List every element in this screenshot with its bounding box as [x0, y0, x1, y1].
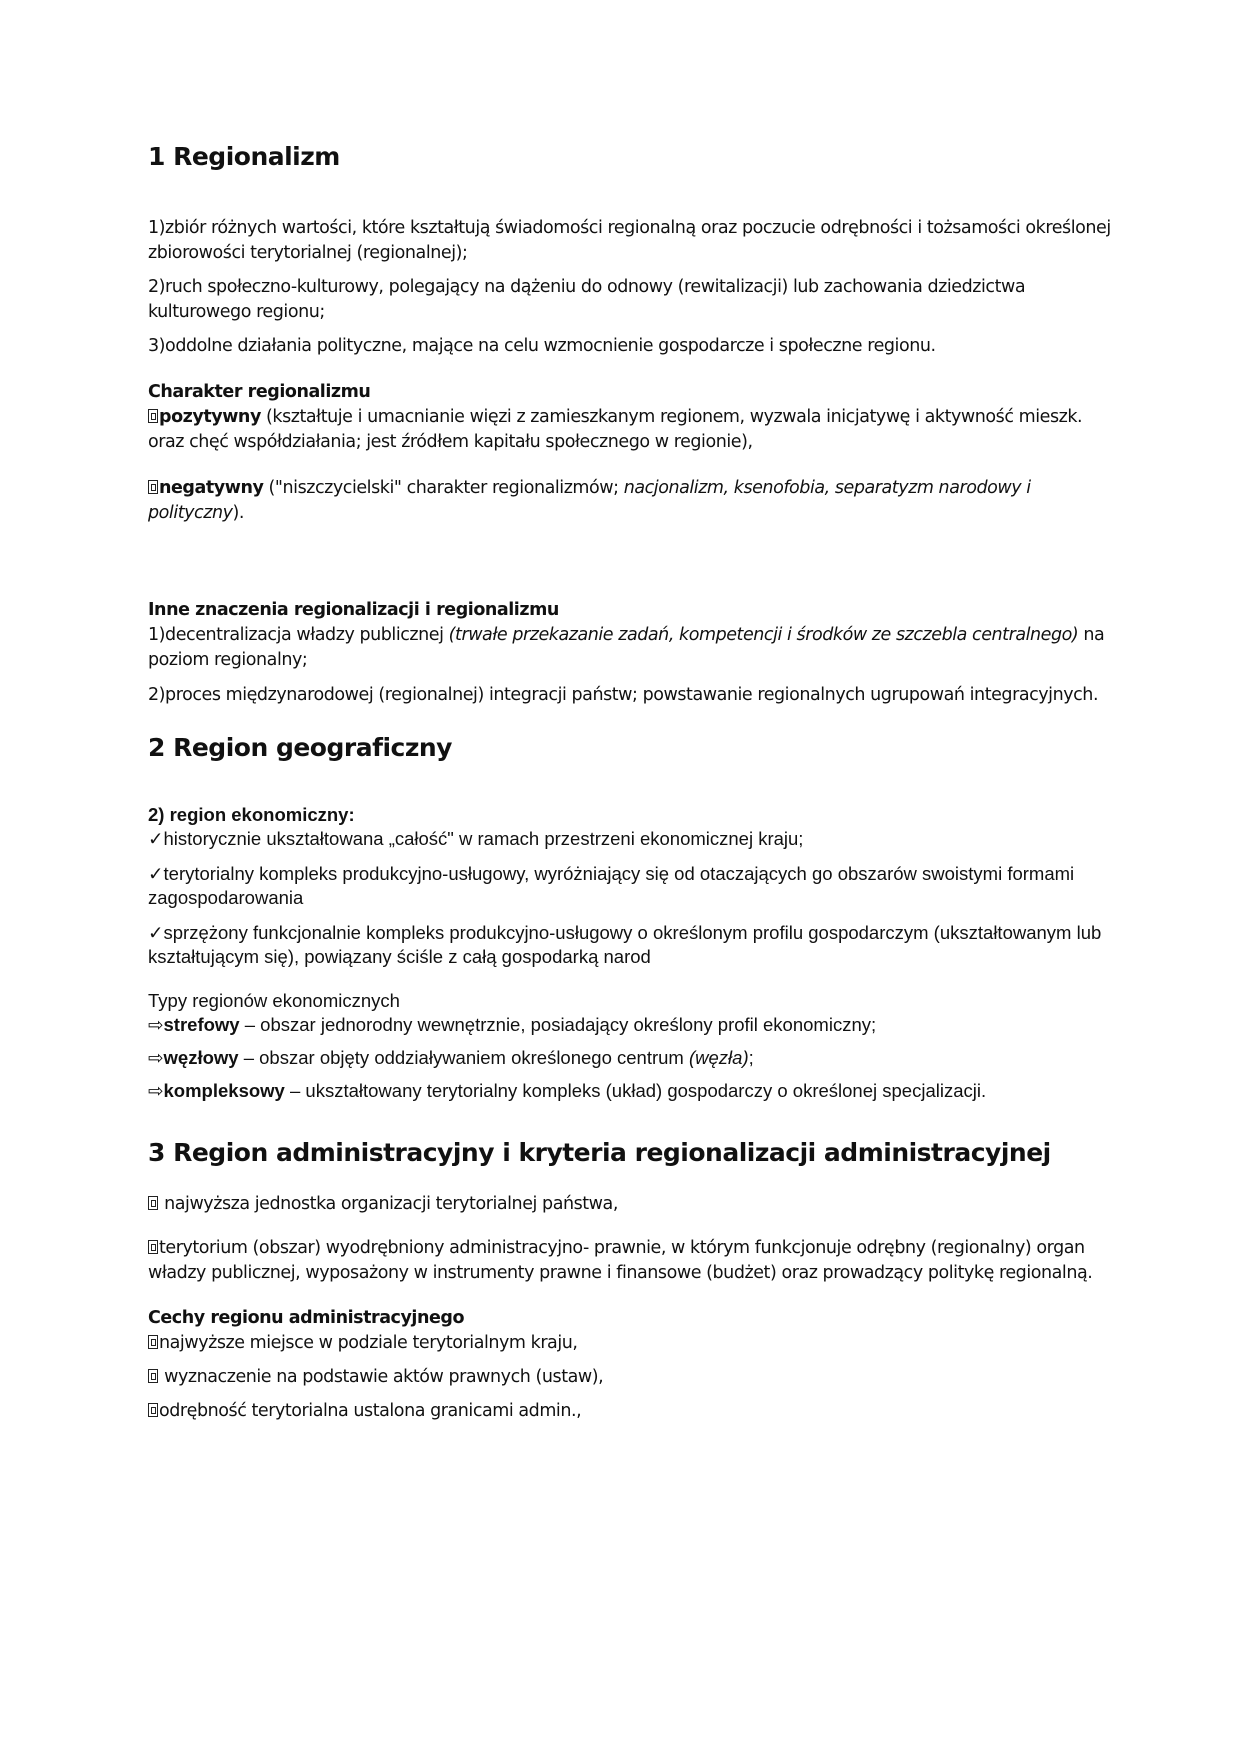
- arrow-right-icon: ⇨: [148, 1014, 164, 1035]
- typ-3-term: kompleksowy: [163, 1080, 285, 1101]
- section-2-title: 2 Region geograficzny: [148, 733, 452, 762]
- charakter-block: [148, 380, 1118, 526]
- definition-1: 1)zbiór różnych wartości, które kształtują świadomości regionalną oraz poczucie odrębności i tożsamości określonej zbiorowości terytorialnej (regionalnej);: [148, 218, 1111, 263]
- inne-item-1: [148, 623, 1118, 673]
- typ-1: [148, 1013, 1118, 1037]
- cecha-1-text: najwyższe miejsce w podziale terytorialnym kraju,: [159, 1333, 578, 1353]
- bullet-box-icon: [148, 409, 158, 423]
- typ-2-end: ;: [748, 1047, 754, 1068]
- inne-item-1-end: na poziom regionalny;: [148, 625, 1105, 670]
- positive-term: pozytywny: [159, 407, 261, 427]
- charakter-heading: Charakter regionalizmu: [148, 382, 371, 402]
- typy-block: [148, 989, 1118, 1103]
- negative-text: ("niszczycielski" charakter regionalizmów;: [263, 478, 624, 498]
- section-3-title: 3 Region administracyjny i kryteria regionalizacji administracyjnej: [148, 1138, 1051, 1167]
- bullet-box-icon: [148, 1369, 158, 1383]
- charakter-positive: [148, 405, 1118, 455]
- inne-item-1-text: 1)decentralizacja władzy publicznej: [148, 625, 449, 645]
- typ-2-italic: (węzła): [688, 1047, 749, 1068]
- region-ekonomiczny-block: [148, 803, 1118, 969]
- charakter-negative: [148, 476, 1118, 526]
- cecha-3-text: odrębność terytorialna ustalona granicami admin.,: [159, 1401, 582, 1421]
- section-1-title: 1 Regionalizm: [148, 142, 340, 171]
- admin-item-2: [148, 1236, 1118, 1286]
- region-admin-block: [148, 1192, 1118, 1286]
- ekonomiczny-heading: 2) region ekonomiczny:: [148, 804, 355, 825]
- inne-item-1-italic: (trwałe przekazanie zadań, kompetencji i środków ze szczebla centralnego): [448, 625, 1079, 645]
- cecha-2: [148, 1365, 1118, 1390]
- bullet-box-icon: [148, 1240, 158, 1254]
- typ-1-term: strefowy: [163, 1014, 240, 1035]
- eko-item-2: [148, 862, 1118, 910]
- negative-italic: nacjonalizm, ksenofobia, separatyzm narodowy i polityczny: [148, 478, 1031, 523]
- admin-item-1: [148, 1192, 1118, 1217]
- bullet-box-icon: [148, 480, 158, 494]
- typ-2-text: – obszar objęty oddziaływaniem określonego centrum: [238, 1047, 689, 1068]
- typ-1-text: – obszar jednorodny wewnętrznie, posiadający określony profil ekonomiczny;: [239, 1014, 877, 1035]
- cecha-2-text: wyznaczenie na podstawie aktów prawnych (ustaw),: [159, 1367, 604, 1387]
- document-page: [148, 140, 1118, 1424]
- checkmark-icon: ✓: [148, 863, 164, 884]
- regionalizm-definitions: [148, 216, 1118, 359]
- inne-item-2: 2)proces międzynarodowej (regionalnej) integracji państw; powstawanie regionalnych ugrupowań integracyjnych.: [148, 685, 1099, 705]
- bullet-box-icon: [148, 1335, 158, 1349]
- eko-item-1-text: historycznie ukształtowana „całość" w ramach przestrzeni ekonomicznej kraju;: [163, 828, 804, 849]
- inne-block: [148, 598, 1118, 708]
- typ-2-term: węzłowy: [163, 1047, 239, 1068]
- admin-item-2-text: terytorium (obszar) wyodrębniony administracyjno- prawnie, w którym funkcjonuje odrębny (regionalny) organ władzy publicznej, wyposażony w instrumenty prawne i finansowe (budżet) oraz prowadzący politykę regionalną.: [148, 1238, 1093, 1283]
- cecha-1: [148, 1331, 1118, 1356]
- positive-text: (kształtuje i umacnianie więzi z zamieszkanym regionem, wyzwala inicjatywę i aktywność mieszk. oraz chęć współdziałania; jest źródłem kapitału społecznego w regionie),: [148, 407, 1083, 452]
- bullet-box-icon: [148, 1196, 158, 1210]
- typ-3: [148, 1079, 1118, 1103]
- definition-2: 2)ruch społeczno-kulturowy, polegający na dążeniu do odnowy (rewitalizacji) lub zachowania dziedzictwa kulturowego regionu;: [148, 277, 1026, 322]
- bullet-box-icon: [148, 1403, 158, 1417]
- arrow-right-icon: ⇨: [148, 1047, 164, 1068]
- negative-end: ).: [232, 503, 245, 523]
- eko-item-3-text: sprzężony funkcjonalnie kompleks produkcyjno-usługowy o określonym profilu gospodarczym (ukształtowanym lub kształtującym się), powiązany ściśle z całą gospodarką narod: [148, 922, 1102, 967]
- negative-term: negatywny: [159, 478, 264, 498]
- eko-item-3: [148, 921, 1118, 969]
- typy-heading: Typy regionów ekonomicznych: [148, 990, 400, 1011]
- typ-2: [148, 1046, 1118, 1070]
- eko-item-1: [148, 827, 1118, 851]
- cechy-block: [148, 1306, 1118, 1424]
- cechy-heading: Cechy regionu administracyjnego: [148, 1308, 465, 1328]
- admin-item-1-text: najwyższa jednostka organizacji terytorialnej państwa,: [159, 1194, 618, 1214]
- eko-item-2-text: terytorialny kompleks produkcyjno-usługowy, wyróżniający się od otaczających go obszarów swoistymi formami zagospodarowania: [148, 863, 1075, 908]
- cecha-3: [148, 1399, 1118, 1424]
- definition-3: 3)oddolne działania polityczne, mające na celu wzmocnienie gospodarcze i społeczne regionu.: [148, 336, 936, 356]
- checkmark-icon: ✓: [148, 828, 164, 849]
- typ-3-text: – ukształtowany terytorialny kompleks (układ) gospodarczy o określonej specjalizacji.: [284, 1080, 987, 1101]
- inne-heading: Inne znaczenia regionalizacji i regionalizmu: [148, 600, 559, 620]
- checkmark-icon: ✓: [148, 922, 164, 943]
- arrow-right-icon: ⇨: [148, 1080, 164, 1101]
